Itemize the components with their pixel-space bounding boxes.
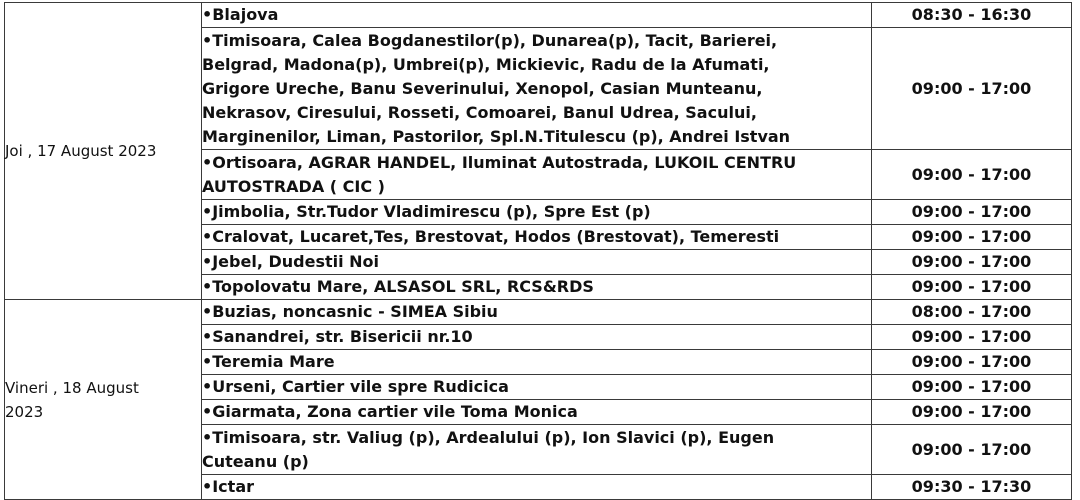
time-interval-cell: 09:00 - 17:00 <box>872 375 1072 400</box>
area-cell <box>202 250 872 275</box>
area-text-line: AUTOSTRADA ( CIC ) <box>202 176 385 196</box>
area-text-line: Marginenilor, Liman, Pastorilor, Spl.N.Titulescu (p), Andrei Istvan <box>202 126 791 146</box>
area-text-line: •Timisoara, Calea Bogdanestilor(p), Dunarea(p), Tacit, Barierei, <box>202 30 778 50</box>
day-cell <box>5 3 202 300</box>
area-text-line: •Blajova <box>202 5 279 24</box>
day-label-line: 2023 <box>5 402 44 421</box>
time-interval-cell: 09:00 - 17:00 <box>872 250 1072 275</box>
area-text-line: •Ortisoara, AGRAR HANDEL, Iluminat Autostrada, LUKOIL CENTRU <box>202 152 797 172</box>
area-text-line: •Jimbolia, Str.Tudor Vladimirescu (p), Spre Est (p) <box>202 202 651 221</box>
area-text-line: •Timisoara, str. Valiug (p), Ardealului (p), Ion Slavici (p), Eugen <box>202 427 775 447</box>
area-cell <box>202 150 872 200</box>
area-text-line: •Giarmata, Zona cartier vile Toma Monica <box>202 402 578 421</box>
table-row <box>5 3 1072 28</box>
time-interval-cell: 09:00 - 17:00 <box>872 200 1072 225</box>
area-text-line: •Teremia Mare <box>202 352 335 371</box>
area-text-line: •Topolovatu Mare, ALSASOL SRL, RCS&RDS <box>202 277 594 296</box>
table-body <box>5 3 1072 500</box>
area-cell <box>202 400 872 425</box>
area-text-line: •Buzias, noncasnic - SIMEA Sibiu <box>202 302 498 321</box>
time-interval-cell: 09:00 - 17:00 <box>872 28 1072 150</box>
area-cell <box>202 225 872 250</box>
table-row <box>5 300 1072 325</box>
time-interval-cell: 08:30 - 16:30 <box>872 3 1072 28</box>
time-interval-cell: 09:00 - 17:00 <box>872 400 1072 425</box>
area-cell <box>202 325 872 350</box>
outage-schedule-table <box>4 2 1072 500</box>
area-cell <box>202 3 872 28</box>
area-text-line: Nekrasov, Ciresului, Rosseti, Comoarei, Banul Udrea, Sacului, <box>202 102 757 122</box>
time-interval-cell: 09:00 - 17:00 <box>872 150 1072 200</box>
time-interval-cell: 09:00 - 17:00 <box>872 275 1072 300</box>
time-interval-cell: 09:30 - 17:30 <box>872 475 1072 500</box>
area-text-line: Cuteanu (p) <box>202 451 309 471</box>
area-cell <box>202 350 872 375</box>
time-interval-cell: 08:00 - 17:00 <box>872 300 1072 325</box>
area-text-line: •Ictar <box>202 477 254 496</box>
day-cell <box>5 300 202 500</box>
area-cell <box>202 375 872 400</box>
area-cell <box>202 200 872 225</box>
time-interval-cell: 09:00 - 17:00 <box>872 325 1072 350</box>
time-interval-cell: 09:00 - 17:00 <box>872 225 1072 250</box>
day-label-line: Vineri , 18 August <box>5 378 139 397</box>
area-cell <box>202 425 872 475</box>
area-text-line: Belgrad, Madona(p), Umbrei(p), Mickievic, Radu de la Afumati, <box>202 54 770 74</box>
time-interval-cell: 09:00 - 17:00 <box>872 350 1072 375</box>
area-text-line: Grigore Ureche, Banu Severinului, Xenopol, Casian Munteanu, <box>202 78 763 98</box>
area-text-line: •Urseni, Cartier vile spre Rudicica <box>202 377 509 396</box>
area-text-line: •Jebel, Dudestii Noi <box>202 252 380 271</box>
day-label: Joi , 17 August 2023 <box>5 142 157 160</box>
area-cell <box>202 300 872 325</box>
area-cell <box>202 475 872 500</box>
area-text-line: •Cralovat, Lucaret,Tes, Brestovat, Hodos (Brestovat), Temeresti <box>202 227 780 246</box>
area-text-line: •Sanandrei, str. Bisericii nr.10 <box>202 327 473 346</box>
area-cell <box>202 28 872 150</box>
time-interval-cell: 09:00 - 17:00 <box>872 425 1072 475</box>
area-cell <box>202 275 872 300</box>
